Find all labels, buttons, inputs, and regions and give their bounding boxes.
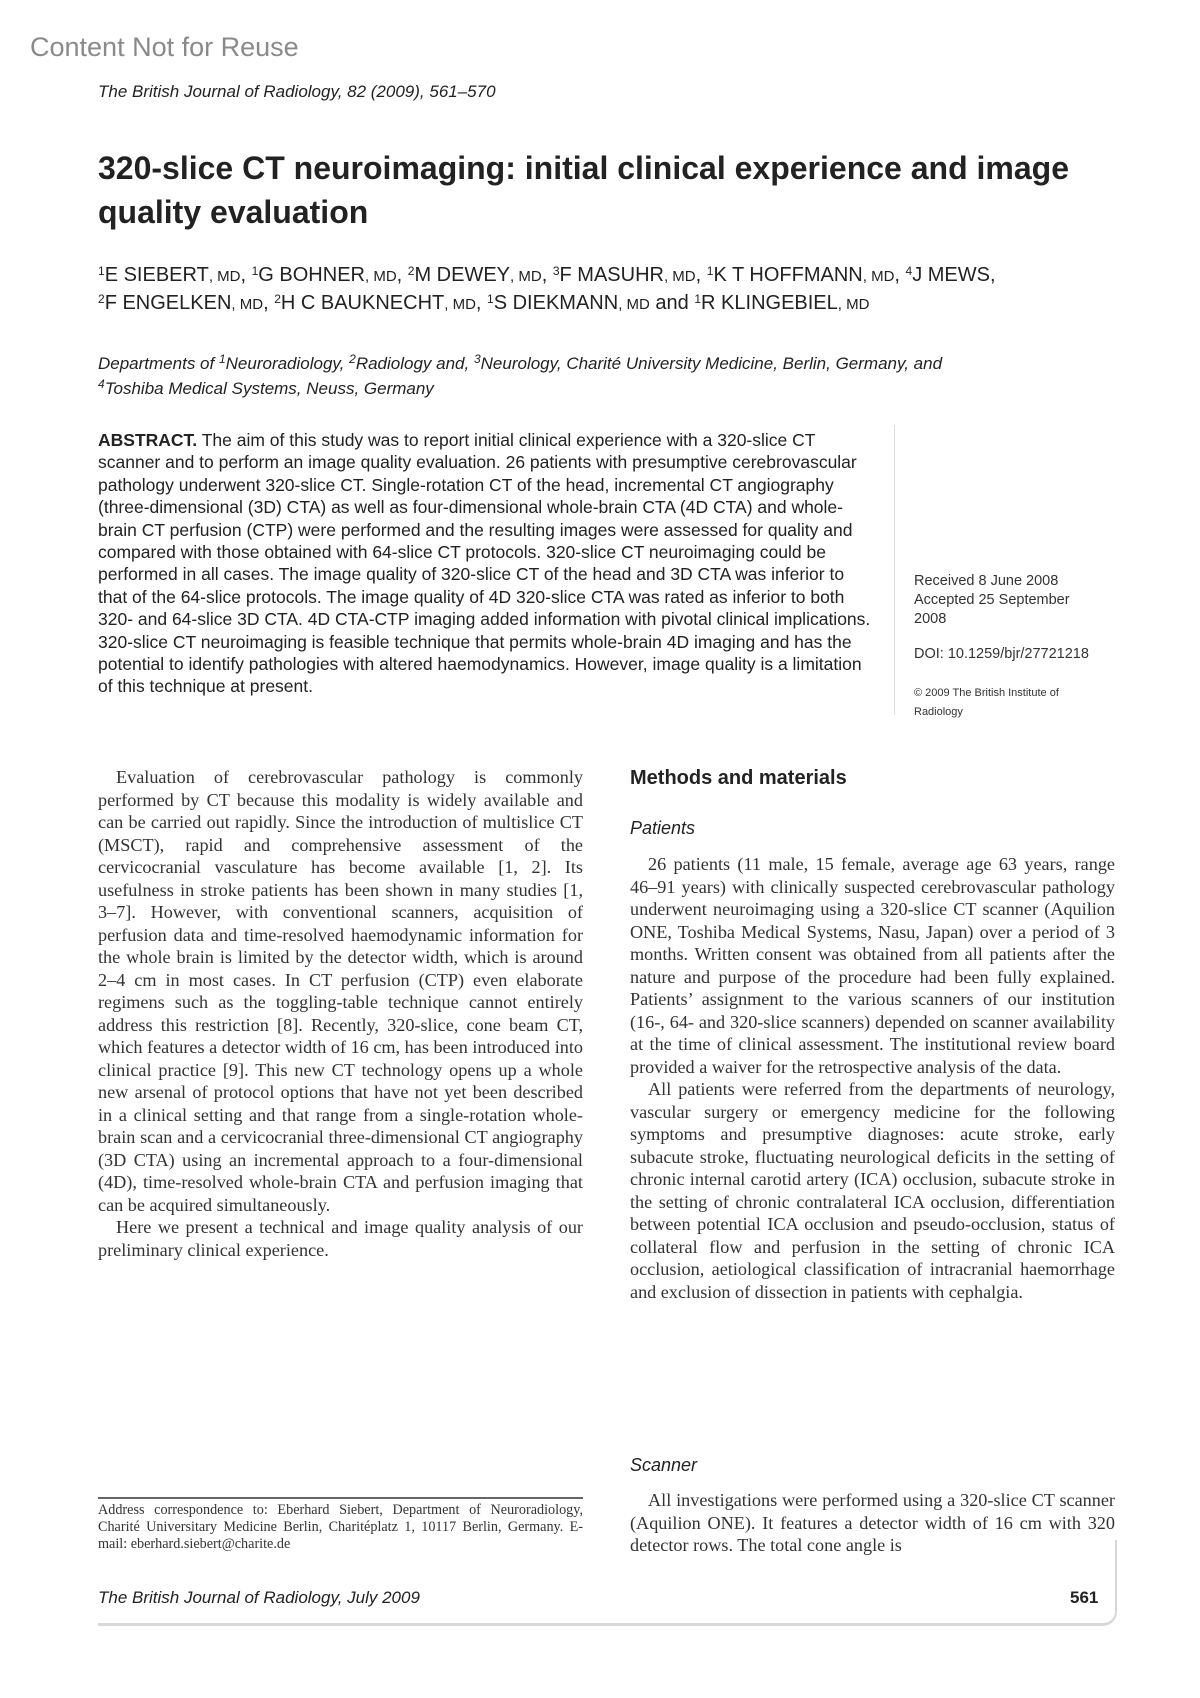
page-number: 561 [1070,1588,1099,1607]
intro-column [98,766,583,1261]
abstract [98,429,873,698]
body-paragraph: All patients were referred from the departments of neurology, vascular surgery or emergency medicine for the following symptoms and presumptive diagnoses: acute stroke, early subacute stroke, fluctuating neurological deficits in the setting of chronic internal carotid artery (ICA) occlusion, subacute stroke in the setting of chronic contralateral ICA occlusion, differentiation between potential ICA occlusion and pseudo-occlusion, status of collateral flow and perfusion in the setting of chronic ICA occlusion, aetiological classification of intracranial haemorrhage and exclusion of dissection in patients with cephalgia. [630,1079,1115,1302]
author: $^2$M DEWEY, MD [407,264,542,286]
author: $^1$G BOHNER, MD [251,264,397,286]
author: $^1$E SIEBERT, MD [98,264,241,286]
copyright: © 2009 The British Institute of Radiology [914,687,1059,718]
title-line-2: quality evaluation [98,194,369,230]
author: $^4$J MEWS [905,264,990,286]
author-and: and [655,292,689,314]
footnote-rule [98,1497,583,1499]
body-paragraph: All investigations were performed using a 320-slice CT scanner (Aquilion ONE). It features a detector width of 16 cm with 320 detector rows. The total cone angle is [630,1490,1115,1555]
subheading-patients: Patients [630,818,696,838]
subheading-scanner: Scanner [630,1455,698,1475]
doi[interactable]: DOI: 10.1259/bjr/27721218 [914,646,1089,662]
affil-2: Radiology and, [355,354,474,373]
author: $^1$K T HOFFMANN, MD [706,264,895,286]
watermark: Content Not for Reuse [30,32,299,62]
author-list: $^1$E SIEBERT, MD, $^1$G BOHNER, MD, $^2$M DEWEY, MD, $^3$F MASUHR, MD, $^1$K T HOFFMANN, MD, $^4$J MEWS, $^2$F ENGELKEN, MD, $^2$H C BAUKNECHT, MD, $^1$S DIEKMANN, MD and $^1$R KLINGEBIEL, MD [98,264,996,314]
affiliations: Departments of $^1$Neuroradiology, $^2$Radiology and, $^3$Neurology, Charité University Medicine, Berlin, Germany, and $^4$Toshiba Medical Systems, Neuss, Germany [98,352,943,398]
author: $^1$S DIEKMANN, MD [487,292,650,314]
abstract-divider [894,425,895,715]
intro-paragraph: Here we present a technical and image quality analysis of our preliminary clinical experience. [98,1217,583,1260]
author: $^2$H C BAUKNECHT, MD [274,292,476,314]
article-title [98,146,1128,234]
title-line-1: 320-slice CT neuroimaging: initial clinical experience and image [98,150,1069,186]
correspondence-footnote: Address correspondence to: Eberhard Siebert, Department of Neuroradiology, Charité Universitary Medicine Berlin, Charitéplatz 1, 10117 Berlin, Germany. E-mail: eberhard.siebert@charite.de [98,1502,583,1552]
patients-section [630,853,1115,1303]
section-heading-methods: Methods and materials [630,767,847,789]
intro-paragraph: Evaluation of cerebrovascular pathology is commonly performed by CT because this modality is widely available and can be carried out rapidly. Since the introduction of multislice CT (MSCT), rapid and comprehensive assessment of the cervicocranial vasculature has become available [1, 2]. Its usefulness in stroke patients has been shown in many studies [1, 3–7]. However, with conventional scanners, acquisition of perfusion data and time-resolved haemodynamic information for the whole brain is limited by the detector width, which is around 2–4 cm in most cases. In CT perfusion (CTP) even elaborate regimens such as the toggling-table technique cannot entirely address this restriction [8]. Recently, 320-slice, cone beam CT, which features a detector width of 16 cm, has been introduced into clinical practice [9]. This new CT technology opens up a whole new arsenal of protocol options that have not yet been described in a clinical setting and that range from a single-rotation whole-brain scan and a cervicocranial three-dimensional CT angiography (3D CTA) using an incremental approach to a four-dimensional (4D), time-resolved whole-brain CTA and perfusion imaging that can be acquired simultaneously. [98,767,583,1215]
affil-prefix: Departments of [98,354,219,373]
abstract-text: The aim of this study was to report initial clinical experience with a 320-slice CT scanner and to perform an image quality evaluation. 26 patients with presumptive cerebrovascular pathology underwent 320-slice CT. Single-rotation CT of the head, incremental CT angiography (three-dimensional (3D) CTA) as well as four-dimensional whole-brain CTA (4D CTA) and whole-brain CT perfusion (CTP) were performed and the resulting images were assessed for quality and compared with those obtained with 64-slice CT protocols. 320-slice CT neuroimaging could be performed in all cases. The image quality of 320-slice CT of the head and 3D CTA was inferior to that of the 64-slice protocols. The image quality of 4D 320-slice CTA was rated as inferior to both 320- and 64-slice 3D CTA. 4D CTA-CTP imaging added information with pivotal clinical implications. 320-slice CT neuroimaging is feasible technique that permits whole-brain 4D imaging and has the potential to identify pathologies with altered haemodynamics. However, image quality is a limitation of this technique at present. [98,430,871,697]
received-date: Received 8 June 2008 [914,573,1059,589]
page-frame [98,1540,1117,1626]
affil-3: Neurology, Charité University Medicine, Berlin, Germany, and [480,354,943,373]
affil-1: Neuroradiology, [225,354,350,373]
affil-4: Toshiba Medical Systems, Neuss, Germany [104,379,434,398]
accepted-date: Accepted 25 September 2008 [914,592,1070,627]
body-paragraph: 26 patients (11 male, 15 female, average age 63 years, range 46–91 years) with clinically suspected cerebrovascular pathology underwent neuroimaging using a 320-slice CT scanner (Aquilion ONE, Toshiba Medical Systems, Nasu, Japan) over a period of 3 months. Written consent was obtained from all patients after the nature and purpose of the procedure had been fully explained. Patients’ assignment to the various scanners of our institution (16-, 64- and 320-slice scanners) depended on scanner availability at the time of clinical assessment. The institutional review board provided a waiver for the retrospective analysis of the data. [630,854,1115,1077]
author: $^2$F ENGELKEN, MD [98,292,264,314]
author: $^3$F MASUHR, MD [552,264,696,286]
abstract-label: ABSTRACT. [98,430,198,450]
footer-journal: The British Journal of Radiology, July 2009 [98,1588,420,1607]
journal-reference: The British Journal of Radiology, 82 (2009), 561–570 [98,82,496,101]
author: $^1$R KLINGEBIEL, MD [694,292,870,314]
